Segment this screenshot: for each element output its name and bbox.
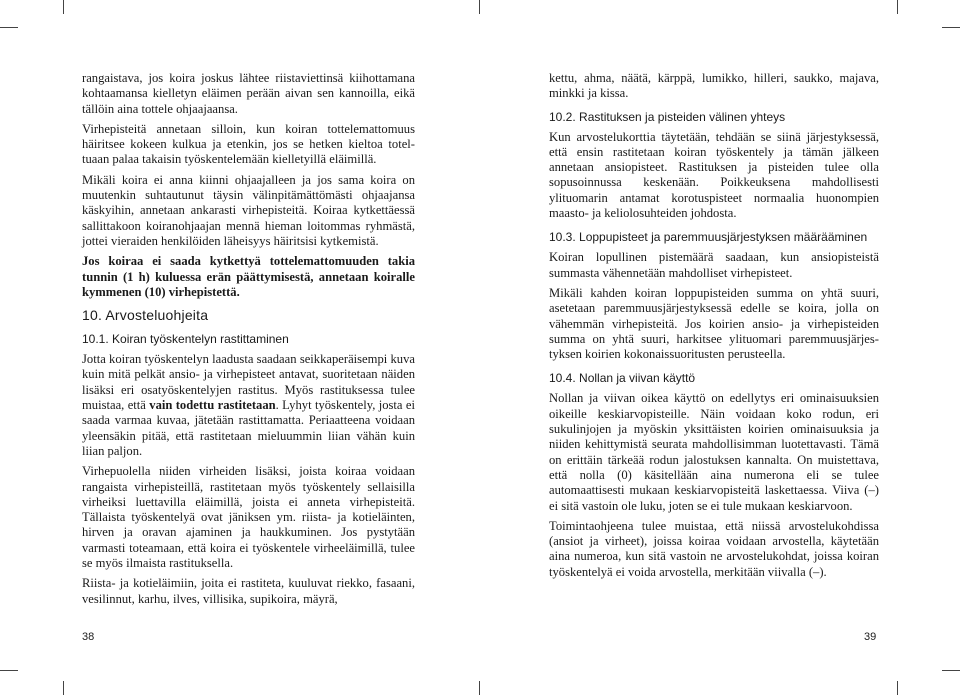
paragraph: Mikäli kahden koiran loppupisteiden summa on yhtä suuri, asetetaan paremmuusjärjestyksessä edelle se koira, jolla on vähemmän virhepisteitä. Jos koirien ansio- ja virhepisteiden summa on yhtä suuri, harkitsee ylituomari paremmuusjärjestyksen koirien kokonaissuoritusten perusteella.	[549, 285, 879, 362]
subsection-heading: 10.4. Nollan ja viivan käyttö	[549, 371, 696, 386]
paragraph: Toimintaohjeena tulee muistaa, että niissä arvostelukohdissa (ansiot ja virheet), joissa koiraa voidaan arvostella, käytetään aina numeroa, kun sitä vastoin ne arvostelukohdat, joissa koiran työskentelyä ei voida arvostella, merkitään viivalla (–).	[549, 518, 879, 579]
text-span: Jotta koiran työskentelyn laadusta saadaan seikkaperäisempi kuva kuin mitä pelkät ansio- ja virhepisteet antavat, suoritetaan näiden lisäksi eri osatyöskentelyjen rastitus. Myös rastituksessa tulee muistaa, että	[82, 352, 415, 413]
right-page-text	[549, 71, 879, 580]
paragraph: Kun arvostelukorttia täytetään, tehdään se siinä järjestyksessä, että ensin rastitetaan koiran työskentely ja tämän jälkeen annetaan ansiopisteet. Rastituksen ja pisteiden tulee olla sopusoinnussa keskenään. Poikkeuksena mahdollisesti ylituomarin antamat korotuspisteet normaalia huonompien maasto- ja keliolosuhteiden johdosta.	[549, 129, 879, 221]
subsection-heading: 10.3. Loppupisteet ja paremmuusjärjestyksen määrääminen	[549, 230, 868, 245]
section-heading: 10. Arvosteluohjeita	[82, 307, 209, 324]
paragraph: Riista- ja kotieläimiin, joita ei rastiteta, kuuluvat riekko, fasaani, vesilinnut, karhu, ilves, villisika, supikoira, mäyrä,	[82, 576, 415, 606]
page-number-left: 38	[82, 631, 95, 643]
paragraph-bold: Jos koiraa ei saada kytkettyä tottelemattomuuden takia tunnin (1 h) kuluessa erän päättymisestä, annetaan koiralle kymmenen (10) virhepistettä.	[82, 254, 415, 299]
subsection-heading: 10.2. Rastituksen ja pisteiden välinen yhteys	[549, 109, 786, 124]
crop-mark	[0, 670, 18, 671]
paragraph: Virhepuolella niiden virheiden lisäksi, joista koiraa voidaan rangaista virhepisteillä, rastitetaan myös työskentely sellaisilla virheiksi luettavilla eläimillä, joista ei anneta virhepisteitä. Tällaista työskentelyä ovat jäniksen ym. riista- ja kotieläinten, hirven ja oravan ajaminen ja haukkuminen. Jos pystytään varmasti toteamaan, että koira ei työskentele virheeläimillä, tulee se myös ilmaista rastituksella.	[82, 464, 415, 571]
crop-mark	[942, 27, 960, 28]
bold-text: vain todettu rastitetaan	[149, 398, 276, 413]
paragraph: rangaistava, jos koira joskus lähtee riistaviettinsä kiihottamana kohtaamansa kielletyn eläimen perään aivan sen kannoilla, eikä tällöin aina tottele ohjaajaansa.	[82, 71, 415, 116]
left-page-text	[82, 71, 415, 607]
crop-mark	[479, 681, 480, 695]
crop-mark	[897, 681, 898, 695]
paragraph: Nollan ja viivan oikea käyttö on edellytys eri ominaisuuksien oikeille keskiarvopisteille. Näin voidaan koko rodun, eri sukulinjojen ja myöskin yksittäisten koirien ominaisuuksia ja niiden kehittymistä seurata mahdollisimman luotettavasti. Tämä on erittäin tärkeää rodun jalostuksen kannalta. On muistettava, että nolla (0) käsitellään aina numerona eli se tulee automaattisesti mukaan keskiarvopisteitä laskettaessa. Viiva (–) ei sitä vastoin ole luku, joten se ei tule mukaan keskiarvoon.	[549, 391, 879, 513]
crop-mark	[63, 0, 64, 14]
paragraph: Virhepisteitä annetaan silloin, kun koiran tottelemattomuus häiritsee kokeen kulkua ja etenkin, jos se hetken kieltoa toteltuaan palaa takaisin työskentelemään kielletyillä eläimillä.	[82, 121, 415, 167]
crop-mark	[479, 0, 480, 14]
crop-mark	[63, 681, 64, 695]
text-span: . Lyhyt työskentely, josta ei saada varmaa kuvaa, jätetään rastittamatta. Periaatteena voidaan yleensäkin pitää, että rastitetaan mieluummin liian vähän kuin liian paljon.	[82, 398, 415, 458]
crop-mark	[0, 27, 18, 28]
paragraph	[82, 352, 415, 459]
page-number-right: 39	[864, 631, 877, 643]
paragraph: kettu, ahma, näätä, kärppä, lumikko, hilleri, saukko, majava, minkki ja kissa.	[549, 71, 879, 101]
crop-mark	[942, 670, 960, 671]
crop-mark	[897, 0, 898, 14]
paragraph: Mikäli koira ei anna kiinni ohjaajalleen ja jos sama koira on muutenkin suhtautunut täysin välinpitämättömästi ohjaajansa käskyihin, annetaan ankarasti virhepisteitä. Koiraa kytkettäessä sallittakoon koiranohjaajan mennä hieman loitommas ryhmästä, jottei vieraiden henkilöiden läheisyys häiritsisi kytkemistä.	[82, 172, 415, 248]
subsection-heading: 10.1. Koiran työskentelyn rastittaminen	[82, 332, 289, 347]
paragraph: Koiran lopullinen pistemäärä saadaan, kun ansiopisteistä summasta vähennetään mahdolliset virhepisteet.	[549, 250, 879, 280]
